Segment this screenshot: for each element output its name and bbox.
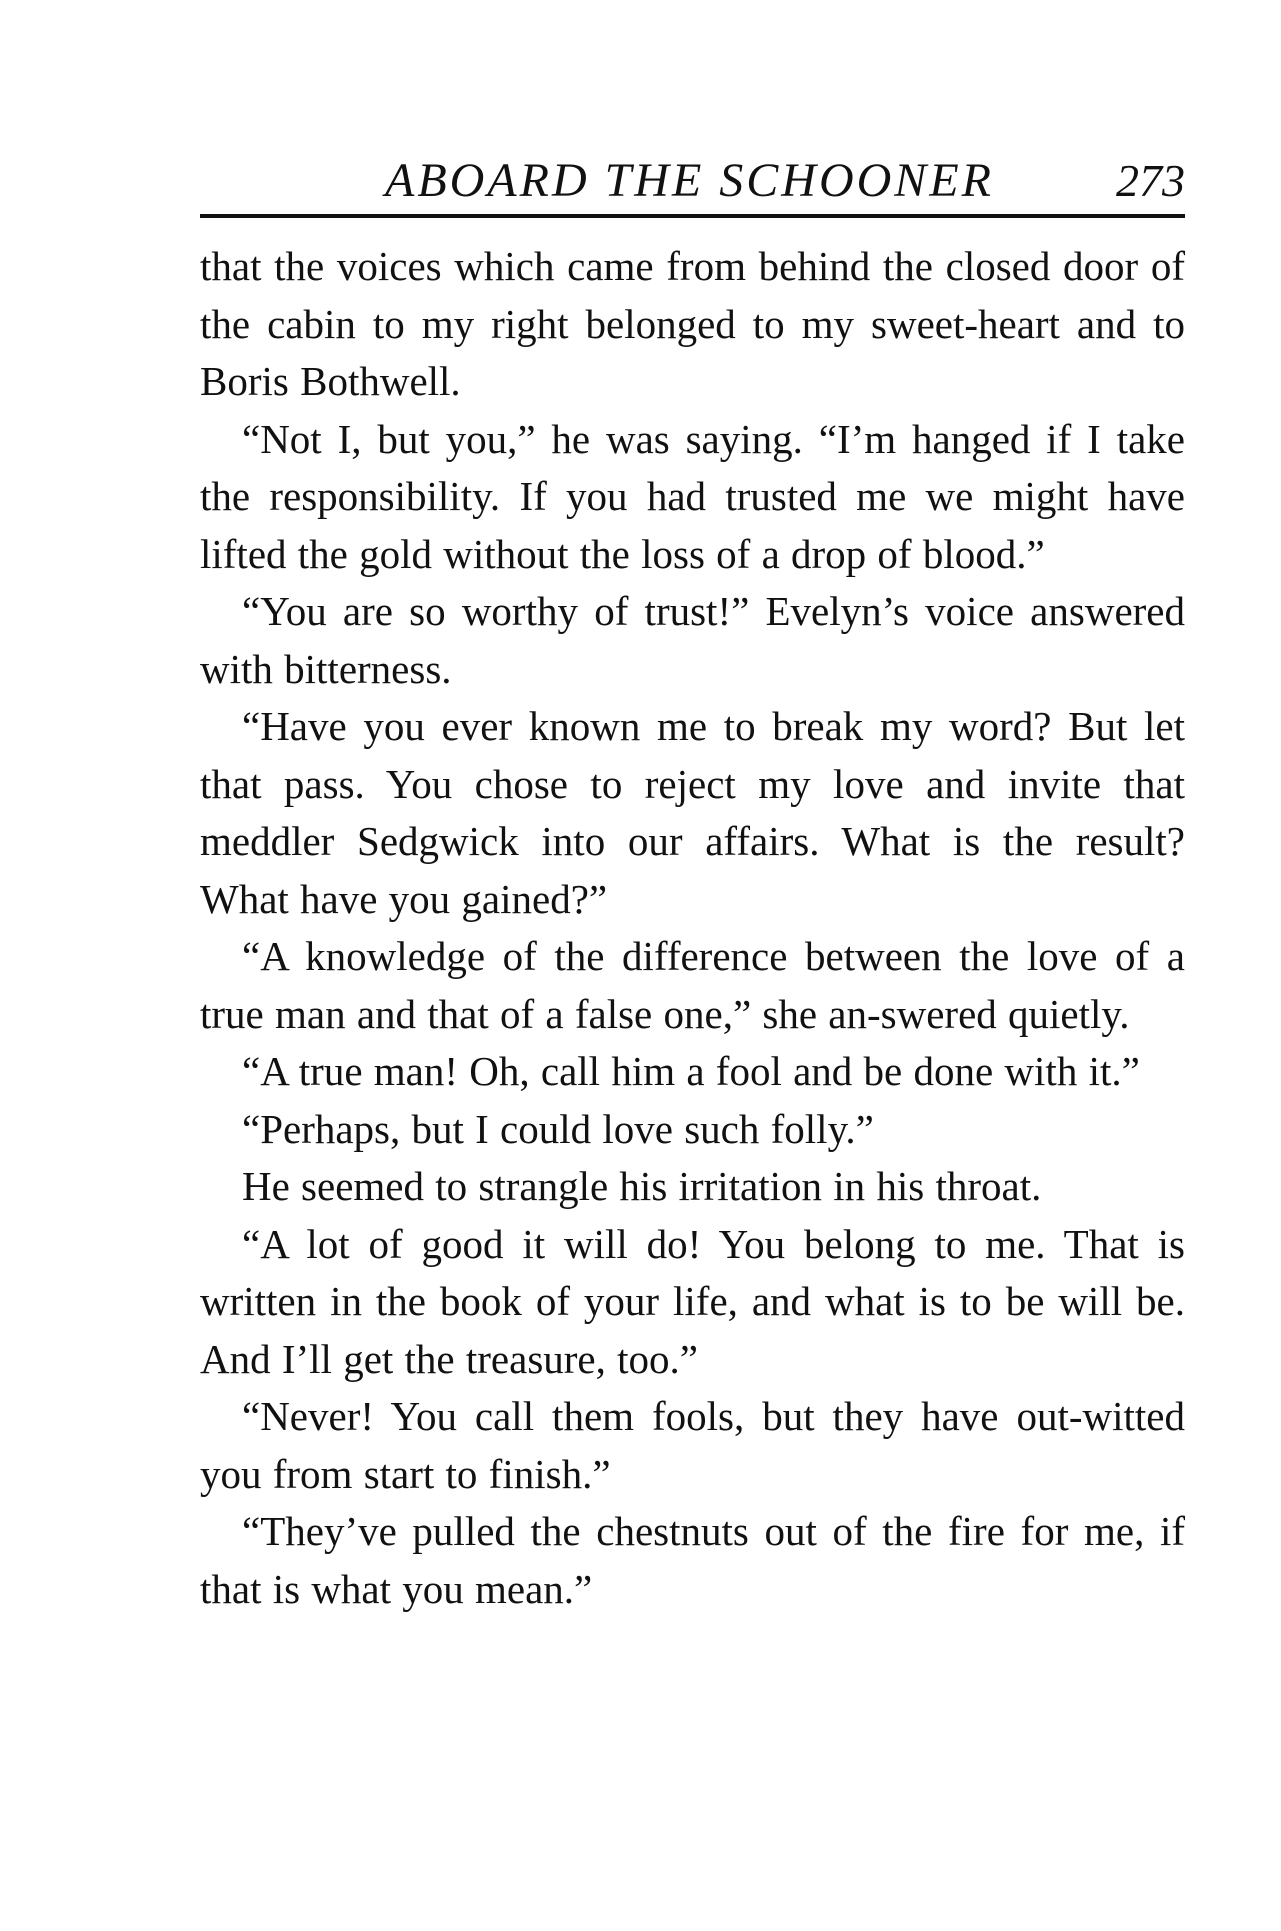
paragraph-3: “You are so worthy of trust!” Evelyn’s voice answered with bitterness. [200, 588, 1185, 692]
paragraph-7: “Perhaps, but I could love such folly.” [242, 1105, 874, 1152]
paragraph-8: He seemed to strangle his irritation in his throat. [242, 1163, 1042, 1209]
paragraph-9: “A lot of good it will do! You belong to me. That is written in the book of your life, and what is to be will be. And I’ll get the treasure, too.” [200, 1220, 1185, 1382]
running-head [200, 150, 1185, 218]
running-title: ABOARD THE SCHOONER [385, 154, 994, 207]
paragraph-11: “They’ve pulled the chestnuts out of the fire for me, if that is what you mean.” [200, 1508, 1185, 1612]
book-page [200, 150, 1185, 1618]
paragraph-6: “A true man! Oh, call him a fool and be done with it.” [242, 1048, 1140, 1094]
paragraph-10: “Never! You call them fools, but they have out-witted you from start to finish.” [200, 1393, 1185, 1497]
paragraph-5: “A knowledge of the difference between the love of a true man and that of a false one,” she an-swered quietly. [200, 933, 1185, 1037]
body-text [200, 238, 1185, 1618]
paragraph-2: “Not I, but you,” he was saying. “I’m hanged if I take the responsibility. If you had trusted me we might have lifted the gold without the loss of a drop of blood.” [200, 415, 1185, 577]
paragraph-1: that the voices which came from behind the closed door of the cabin to my right belonged to my sweet-heart and to Boris Bothwell. [200, 243, 1185, 404]
paragraph-4: “Have you ever known me to break my word? But let that pass. You chose to reject my love and invite that meddler Sedgwick into our affairs. What is the result? What have you gained?” [200, 703, 1185, 922]
page-number: 273 [1116, 155, 1185, 206]
